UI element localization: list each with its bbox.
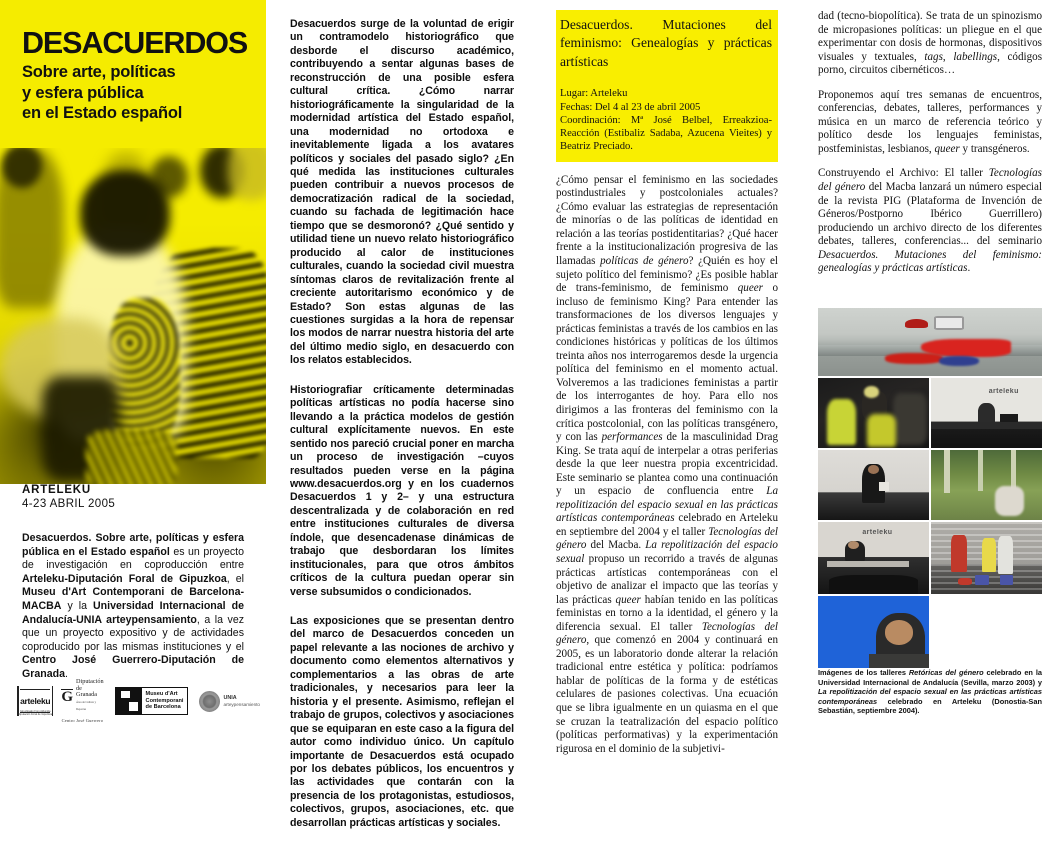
photo-head-main bbox=[80, 170, 170, 256]
c3-t7: propuso un recorrido a través de algunas prácticas artísticas contemporáneas con el objetivo de analizar el impacto que las teorías y las prácticas bbox=[556, 553, 778, 606]
subtitle-line: Sobre arte, políticas bbox=[22, 63, 176, 81]
sponsor-logo-row bbox=[18, 678, 260, 723]
c3-i7: queer bbox=[615, 593, 641, 606]
cap-t2: celebrado en la Universidad Internacional de Andalucía (Sevilla, marzo 2003) y bbox=[818, 668, 1042, 687]
c4-t2: , bbox=[942, 50, 954, 63]
venue-info-block bbox=[22, 484, 244, 682]
c3-i3: performances bbox=[601, 431, 663, 444]
c3-i8: Tecnologías del género bbox=[556, 620, 779, 647]
granada-line-1: Diputación bbox=[76, 678, 104, 686]
photo-portrait-body bbox=[869, 654, 929, 668]
c4-t3: , códigos porno, circuitos cibernéticos… bbox=[818, 50, 1043, 77]
photo-bucket-1 bbox=[975, 575, 988, 585]
seminar-coordination: Coordinación: Mª José Belbel, Erreakzioa-Reacción (Estibaliz Sadaba, Azucena Vieites) y Beatriz Preciado. bbox=[560, 114, 772, 153]
c3-t8: habían tenido en las políticas feministas en torno a la identidad, el género y la diferencia sexual. El taller bbox=[556, 593, 778, 633]
photo-stage-reading bbox=[818, 450, 929, 520]
macba-logo-text bbox=[142, 688, 188, 714]
photo-concrete-ledge bbox=[818, 308, 1042, 376]
arteleku-logo bbox=[18, 689, 53, 717]
photo-talk-arteleku-2 bbox=[818, 522, 929, 594]
unia-name: UNIA bbox=[223, 695, 237, 702]
project-description bbox=[22, 532, 244, 682]
arteleku-logo-caption: Gipuzkoako Foru Aldundia Diputación Foral de Gipuzkoa bbox=[18, 710, 53, 717]
poster-left-column bbox=[0, 0, 266, 732]
macba-logo bbox=[115, 687, 189, 715]
macba-line-1: Museu d'Art bbox=[145, 691, 178, 697]
photo-kid-yellow bbox=[982, 538, 996, 573]
column-three-text bbox=[556, 10, 778, 767]
subtitle-line: y esfera pública bbox=[22, 83, 144, 102]
granada-logo-text bbox=[76, 679, 104, 714]
desc-text-2: , el bbox=[226, 572, 244, 585]
photo-bucket-2 bbox=[1000, 575, 1013, 585]
photo-audience bbox=[829, 575, 918, 594]
cap-t3: celebrado en Arteleku (Donostia-San Sebastián, septiembre 2004). bbox=[818, 696, 1042, 716]
c3-t1: ¿Cómo pensar el feminismo en las sociedades postindustriales y postcoloniales actuales? ¿Cómo evaluar las estrategias de representación de minorías o de las políticas de identidad en relación a las teorías postidentitarias? ¿Qué hacer frente a la institucionalización progresiva de las llamadas bbox=[556, 173, 778, 267]
photo-crowd-party bbox=[818, 378, 929, 448]
macba-mark bbox=[116, 688, 142, 714]
c4-t8: . bbox=[967, 262, 971, 275]
granada-g-mark: G bbox=[61, 689, 74, 705]
photo-kid-white bbox=[998, 536, 1014, 573]
photo-yellow-figure bbox=[867, 414, 896, 446]
photo-tree-1 bbox=[944, 450, 950, 493]
seminar-place: Lugar: Arteleku bbox=[560, 88, 628, 100]
c4-i1: tags bbox=[924, 50, 943, 63]
c3-t5: celebrado en Arteleku en septiembre del 2004 y el taller bbox=[556, 512, 778, 538]
workshop-photo-grid bbox=[818, 308, 1042, 660]
desc-bold-3: Museu d'Art Contemporani de Barcelona-MACBA bbox=[22, 586, 244, 612]
photo-tree-2 bbox=[978, 450, 984, 491]
photo-radio bbox=[934, 316, 963, 330]
desc-bold-1: Desacuerdos. Sobre arte, políticas y esfera pública en el Estado español bbox=[22, 532, 244, 558]
photo-park-trees bbox=[931, 450, 1042, 520]
photo-green-shirt bbox=[827, 399, 856, 445]
desc-bold-4: Universidad Internacional de Andalucía-UNIA arteypensamiento bbox=[22, 599, 244, 626]
col3-paragraph-1 bbox=[556, 174, 778, 757]
col2-paragraph-1: Desacuerdos surge de la voluntad de erigir un contramodelo historiográfico que desborde el discurso académico, contribuyendo a sentar algunas bases de reconstrucción de una posible esfera cultural crítica. ¿Cómo narrar historiográficamente la singularidad de la modernidad artística del Estado español, una modernidad no ortodoxa e inevitablemente ligada a los avatares políticos y sociales del pasado siglo? ¿En qué medida las instituciones culturales pueden contribuir a nuevos procesos de democratización radical de la sociedad, cuando su fachada de legitimación hace tiempo que se desmoronó? ¿Qué sentido y utilidad tiene un nuevo relato historiográfico producido al calor de instituciones culturales, cuando la sociedad civil muestra síntomas claros de revitalización frente al creciente autoritarismo económico y de Estado? Son estas algunas de las cuestiones surgidas a la hora de repensar los modos de narrar nuestra historia del arte del último medio siglo, en desacuerdo con los relatos establecidos. bbox=[290, 18, 514, 367]
desc-text-1: es un proyecto de investigación en coproducción entre bbox=[22, 545, 244, 572]
arteleku-wall-logo-2: arteleku bbox=[862, 529, 893, 537]
granada-line-2: de Granada bbox=[76, 684, 98, 699]
photo-paper-sheet bbox=[879, 482, 889, 490]
photo-desk-2 bbox=[827, 561, 909, 567]
photo-performer-head bbox=[868, 465, 879, 473]
photo-drag-king-performance bbox=[931, 522, 1042, 594]
unia-sub: arteypensamiento bbox=[223, 701, 260, 707]
photo-raised-hand bbox=[228, 148, 266, 200]
col2-paragraph-2: Historiografiar críticamente determinadas políticas artísticas no podía hacerse sino llevando a la práctica modelos de gestión cultural explícitamente nuevos. En este sentido nos pareció crucial poner en marcha un proceso de investigación –cuyos resultados pueden verse en la página www.desacuerdos.org y en los cuadernos Desacuerdos 1 y 2– y una estructura descentralizada y de colaboración en red entre instituciones culturales de diversa índole, que desencadenase dinámicas de trabajo que desbordaran los límites institucionales, para que otros ámbitos críticos de la cultura puedan operar sin verse subsumidos o condicionados. bbox=[290, 383, 514, 598]
photo-speaker-1 bbox=[978, 403, 996, 424]
arteleku-logo-text: arteleku bbox=[20, 696, 51, 706]
col2-paragraph-3: Las exposiciones que se presentan dentro del marco de Desacuerdos conceden un papel relevante a las nociones de archivo y documento como elementos alternativos y complementarios a las obras de arte tradicionales, y necesarios para leer la historia y el presente. Asimismo, reflejan el trabajo de grupos, colectivos y asociaciones que se equiparan en este caso a la figura del autor como individuo único. Un capítulo importante de Desacuerdos está ocupado por los debates públicos, los encuentros y las actividades que contarán con la presencia de los protagonistas, estudiosos, colectivos, grupos, asociaciones, etc. que desarrollan prácticas artísticas y sociales. bbox=[290, 615, 514, 829]
seminar-dates: Fechas: Del 4 al 23 de abril 2005 bbox=[560, 101, 701, 113]
c3-i5: Tecnologías del género bbox=[556, 525, 779, 552]
desc-bold-5: Centro José Guerrero-Diputación de Granada bbox=[22, 654, 244, 680]
cap-t1: Imágenes de los talleres bbox=[818, 668, 909, 677]
c3-i2: queer bbox=[737, 282, 763, 295]
granada-small-text: Área de Cultura y Deportes bbox=[76, 700, 97, 712]
c3-i4: La repolitización del espacio sexual en las prácticas artísticas contemporáneas bbox=[556, 485, 778, 525]
photo-wall-2 bbox=[818, 522, 929, 557]
crowd-photo-duotone bbox=[0, 148, 266, 484]
page-title: DESACUERDOS bbox=[22, 26, 248, 60]
c4-t7: del Macba lanzará un número especial de la revista PIG (Plataforma de Invención de Géneros/Postporno Ibérico Guerrillero) produciendo un archivo directo de los diferentes debates, talleres, conferencias... del seminario bbox=[818, 181, 1042, 248]
subtitle-line: en el Estado español bbox=[22, 104, 183, 122]
c3-i1: políticas de género bbox=[600, 254, 689, 267]
macba-line-3: de Barcelona bbox=[145, 704, 181, 711]
photo-red-cloth-2 bbox=[885, 353, 943, 364]
c3-i6: La repolitización del espacio sexual bbox=[556, 539, 778, 566]
centro-jose-guerrero-text: Centro José Guerrero bbox=[61, 717, 104, 723]
photo-grid-caption bbox=[818, 668, 1042, 716]
macba-line-2: Contemporani bbox=[145, 697, 184, 704]
diputacion-granada-logo bbox=[61, 679, 103, 723]
photo-kid-red bbox=[951, 535, 967, 572]
c3-t4: de la masculinidad Drag King. Se trata aquí de interpelar a otras periferias desde la que leer nuestra propia excentricidad. Este seminario se plantea como una continuación y un espacio de confluencia entre bbox=[556, 431, 778, 498]
seminar-title-highlight bbox=[556, 10, 778, 162]
column-four-text bbox=[818, 10, 1042, 287]
c4-t4: Proponemos aquí tres semanas de encuentros, conferencias, debates, talleres, performances y música en un marco de referencia teórico y político desde los lenguajes feministas, postfeministas, lesbianos, bbox=[818, 88, 1042, 155]
arteleku-wall-logo-1: arteleku bbox=[988, 387, 1019, 395]
col4-paragraph-3 bbox=[818, 167, 1042, 275]
photo-red-cap bbox=[905, 319, 927, 329]
photo-talk-arteleku-1 bbox=[931, 378, 1042, 448]
c4-i4: Tecnologías del género bbox=[818, 167, 1042, 194]
c3-t6: del Macba. bbox=[586, 539, 646, 552]
photo-blue-cloth bbox=[939, 356, 979, 367]
poster-title-block bbox=[22, 28, 262, 124]
cap-i2: La repolitización del espacio sexual en las prácticas artísticas contemporáneas bbox=[818, 687, 1042, 706]
c3-t9: , que comenzó en 2004 y continuará en 2005, es un laboratorio donde alterar la relación tradicional entre estética y política: podríamos hablar de políticas de la forma y de estéticas celulares de pasiones colectivas. Una ecuación que se libra igualmente en un quiasma en el que se cruzan la teatralización del espacio político (políticas performativas) y la experimentación rigurosa en el dominio de la subjetivi- bbox=[556, 634, 778, 755]
page-subtitle bbox=[22, 62, 262, 124]
seminar-title: Desacuerdos. Mutaciones del feminismo: Genealogías y prácticas artísticas bbox=[560, 17, 772, 69]
c4-i3: queer bbox=[934, 142, 960, 155]
c4-i5: Desacuerdos. Mutaciones del feminismo: genealogías y prácticas artísticas bbox=[818, 248, 1042, 275]
yellow-hero-panel bbox=[0, 0, 266, 484]
c4-t5: y transgéneros. bbox=[959, 142, 1030, 155]
venue-name: ARTELEKU bbox=[22, 484, 92, 496]
c4-t1: dad (tecno-biopolítica). Se trata de un spinozismo de micropasiones políticas: un pliegue en el que experimentar con dosis de hormonas, dispositivos visuales y textuales, bbox=[818, 10, 1042, 63]
col4-paragraph-2 bbox=[818, 89, 1042, 157]
unia-logo bbox=[199, 691, 260, 712]
desc-text-5: . bbox=[64, 667, 68, 680]
col4-paragraph-1 bbox=[818, 10, 1042, 78]
photo-speaker-2-head bbox=[848, 541, 859, 549]
photo-desk bbox=[931, 422, 1042, 429]
c3-t2: ? ¿Quién es hoy el sujeto político del feminismo? ¿Es posible hablar de trans-feminismo, de feminismo bbox=[556, 254, 778, 295]
photo-portrait-face bbox=[885, 620, 914, 644]
photo-blue-portrait bbox=[818, 596, 929, 668]
photo-bending-figure bbox=[995, 486, 1024, 515]
unia-logo-text bbox=[223, 695, 260, 707]
c4-i2: labellings bbox=[953, 50, 998, 63]
photo-crowd-right bbox=[893, 393, 926, 445]
c3-t3: o incluso de feminismo King? Para entender las transformaciones de los diversos lenguajes y prácticas feministas a través de los cambios en las condiciones históricas y políticas de los últimos treinta años nos interrogaremos desde la urgencia política del feminismo en el momento actual. Volveremos a las tradiciones feministas a partir de los interrogantes de hoy. Para ello nos dirigimos a las fronteras del feminismo con la crítica postcolonial, con las políticas transgénero, y con las bbox=[556, 282, 778, 444]
venue-dates: 4-23 ABRIL 2005 bbox=[22, 498, 116, 510]
granada-logo-row bbox=[61, 679, 103, 714]
seminar-meta bbox=[560, 87, 772, 153]
c4-t6: Construyendo el Archivo: El taller bbox=[818, 167, 989, 180]
photo-red-bag bbox=[958, 578, 972, 585]
column-two-text bbox=[290, 18, 514, 846]
desc-bold-2: Arteleku-Diputación Foral de Gipuzkoa bbox=[22, 572, 227, 585]
unia-seal-icon bbox=[199, 691, 220, 712]
desc-text-4: , a la vez que un proyecto expositivo y de actividades coproducido por las mismas instituciones y el bbox=[22, 613, 245, 653]
cap-i1: Retóricas del género bbox=[908, 668, 984, 677]
desc-text-3: y la bbox=[61, 599, 94, 612]
photo-blond-head bbox=[864, 386, 880, 397]
photo-skirt bbox=[86, 430, 176, 484]
